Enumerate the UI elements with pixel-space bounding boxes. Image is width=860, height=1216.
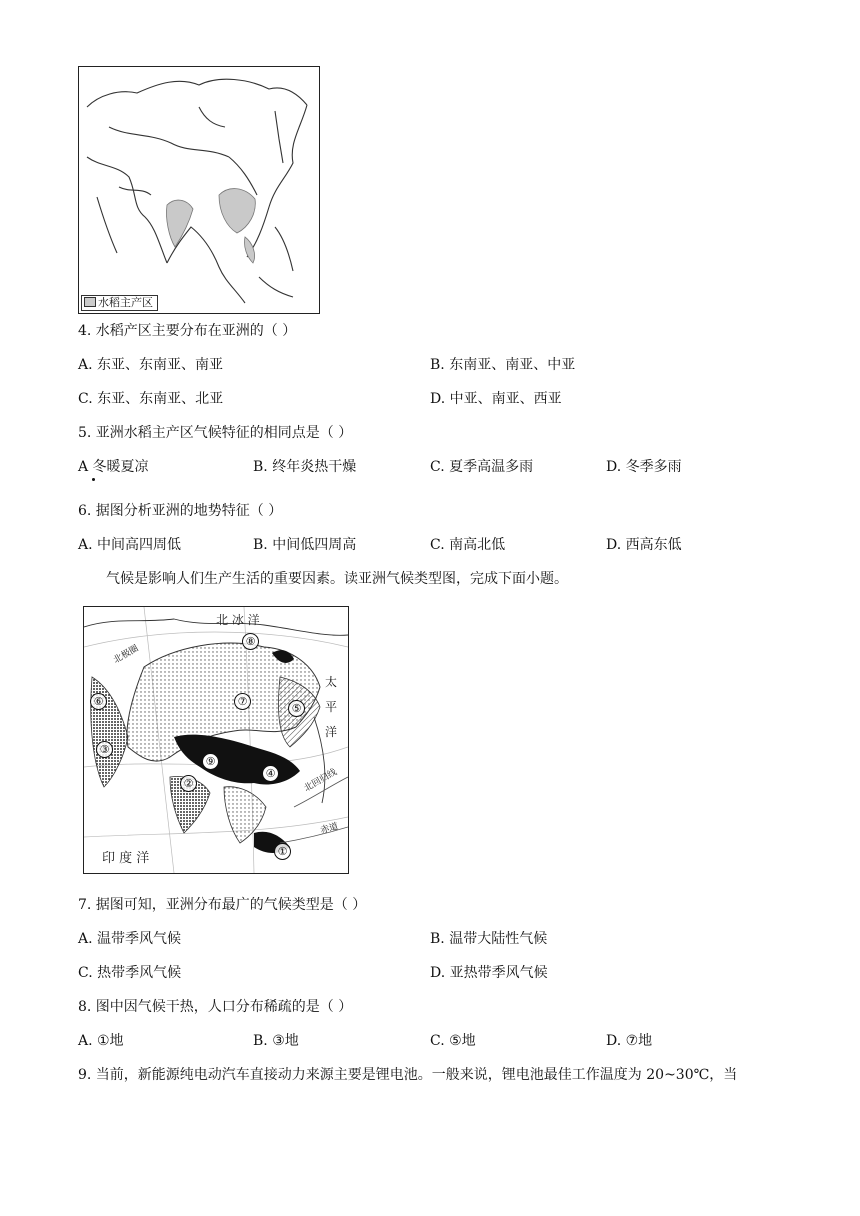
- q6-option-c[interactable]: C. 南高北低: [430, 537, 506, 553]
- stray-dot: [92, 478, 95, 481]
- q8-option-b[interactable]: B. ③地: [253, 1033, 299, 1049]
- tropic-of-cancer-label: 北回归线: [302, 767, 339, 795]
- indian-ocean-label: 印 度 洋: [102, 851, 150, 866]
- legend-swatch: [84, 297, 96, 307]
- q7-option-d[interactable]: D. 亚热带季风气候: [430, 965, 548, 981]
- q8-option-a[interactable]: A. ①地: [78, 1033, 124, 1049]
- marker-1: ①: [274, 843, 291, 860]
- pacific-char-2: 平: [324, 700, 337, 714]
- q6-option-b[interactable]: B. 中间低四周高: [253, 537, 357, 553]
- climate-type-map: [83, 606, 349, 874]
- pacific-char-1: 太: [324, 675, 337, 689]
- marker-6: ⑥: [90, 693, 107, 710]
- arctic-circle-label: 北极圈: [112, 643, 141, 666]
- q4-option-d[interactable]: D. 中亚、南亚、西亚: [430, 391, 562, 407]
- legend-label: 水稻主产区: [98, 296, 153, 309]
- equator-label: 赤道: [319, 821, 340, 837]
- q5-option-b[interactable]: B. 终年炎热干燥: [253, 459, 357, 475]
- intro-paragraph: 气候是影响人们生产生活的重要因素。读亚洲气候类型图，完成下面小题。: [106, 571, 568, 587]
- q5-option-d[interactable]: D. 冬季多雨: [606, 459, 682, 475]
- q5-stem: 5. 亚洲水稻主产区气候特征的相同点是（ ）: [78, 425, 353, 441]
- q7-option-c[interactable]: C. 热带季风气候: [78, 965, 182, 981]
- q6-option-a[interactable]: A. 中间高四周低: [78, 537, 182, 553]
- arctic-ocean-label: 北 冰 洋: [216, 613, 260, 627]
- marker-4: ④: [262, 765, 279, 782]
- q5-option-c[interactable]: C. 夏季高温多雨: [430, 459, 534, 475]
- q4-stem: 4. 水稻产区主要分布在亚洲的（ ）: [78, 323, 297, 339]
- marker-5: ⑤: [288, 700, 305, 717]
- marker-7: ⑦: [234, 693, 251, 710]
- q8-option-d[interactable]: D. ⑦地: [606, 1033, 653, 1049]
- marker-3: ③: [96, 741, 113, 758]
- q5-option-a[interactable]: A 冬暖夏凉: [78, 459, 149, 475]
- q7-option-b[interactable]: B. 温带大陆性气候: [430, 931, 548, 947]
- q4-option-c[interactable]: C. 东亚、东南亚、北亚: [78, 391, 224, 407]
- marker-2: ②: [180, 775, 197, 792]
- q4-option-b[interactable]: B. 东南亚、南亚、中亚: [430, 357, 576, 373]
- q9-stem: 9. 当前，新能源纯电动汽车直接动力来源主要是锂电池。一般来说，锂电池最佳工作温度为 20~30℃，当: [78, 1067, 738, 1083]
- marker-8: ⑧: [242, 633, 259, 650]
- q6-option-d[interactable]: D. 西高东低: [606, 537, 682, 553]
- map-legend: [81, 295, 158, 311]
- asia-outline-map: [79, 67, 319, 313]
- q4-option-a[interactable]: A. 东亚、东南亚、南亚: [78, 357, 224, 373]
- marker-9: ⑨: [202, 753, 219, 770]
- q6-stem: 6. 据图分析亚洲的地势特征（ ）: [78, 503, 283, 519]
- q8-stem: 8. 图中因气候干热，人口分布稀疏的是（ ）: [78, 999, 353, 1015]
- pacific-char-3: 洋: [324, 725, 337, 739]
- q7-stem: 7. 据图可知，亚洲分布最广的气候类型是（ ）: [78, 897, 367, 913]
- q8-option-c[interactable]: C. ⑤地: [430, 1033, 476, 1049]
- q7-option-a[interactable]: A. 温带季风气候: [78, 931, 182, 947]
- rice-region-map: [78, 66, 320, 314]
